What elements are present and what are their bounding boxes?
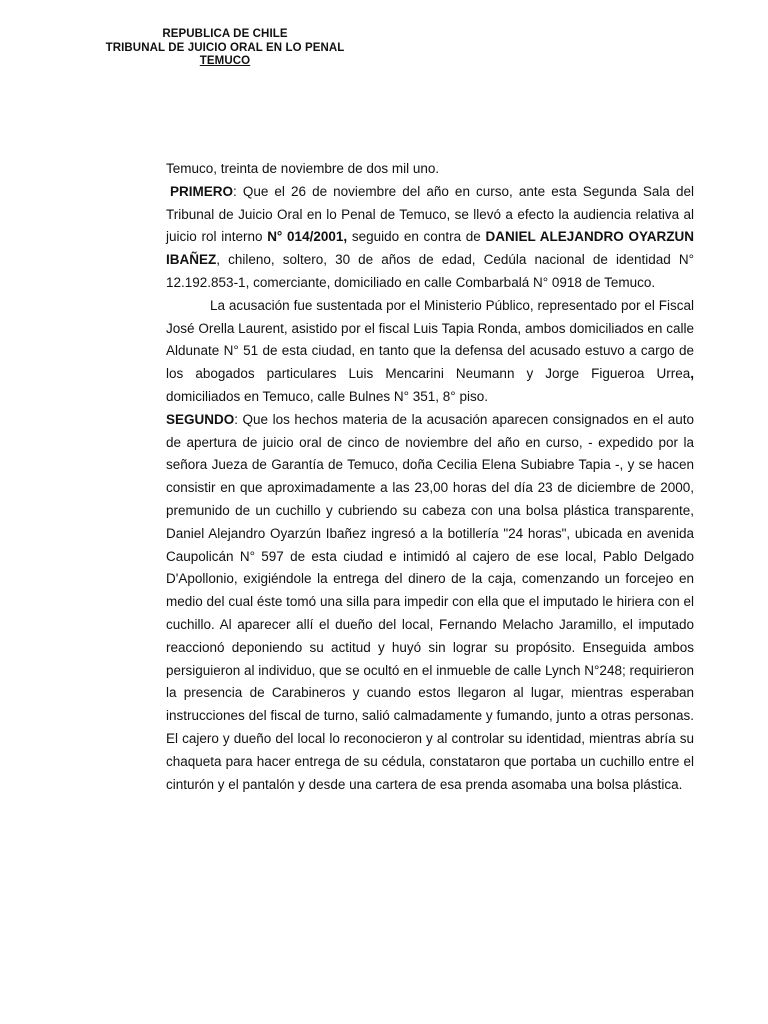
paragraph-acusacion (166, 295, 694, 409)
date-line: Temuco, treinta de noviembre de dos mil uno. (166, 161, 440, 176)
primero-text-2: seguido en contra de (347, 229, 486, 245)
document-body (166, 158, 694, 796)
header-country: REPUBLICA DE CHILE (162, 28, 288, 40)
case-number: N° 014/2001, (267, 229, 348, 245)
document-header (90, 28, 360, 69)
paragraph-segundo (166, 409, 694, 797)
defendant-name: DANIEL ALEJANDRO OYARZUN IBAÑEZ (166, 229, 694, 268)
primero-text-3: , chileno, soltero, 30 de años de edad, Cedúla nacional de identidad N° 12.192.853-1, comerciante, domiciliado en calle Combarbalá N° 0918 de Temuco. (166, 252, 694, 290)
acusacion-text-2: domiciliados en Temuco, calle Bulnes N° 351, 8° piso. (166, 388, 488, 404)
header-city: TEMUCO (199, 55, 251, 67)
acusacion-text-1: La acusación fue sustentada por el Ministerio Público, representado por el Fiscal José Orella Laurent, asistido por el fiscal Luis Tapia Ronda, ambos domiciliados en calle Aldunate N° 51 de esta ciudad, en tanto que la defensa del acusado estuvo a cargo de los abogados particulares Luis Mencarini Neumann y Jorge Figueroa Urrea (166, 297, 694, 382)
header-court: TRIBUNAL DE JUICIO ORAL EN LO PENAL (105, 41, 345, 54)
primero-text-1: : Que el 26 de noviembre del año en curso, ante esta Segunda Sala del Tribunal de Juicio Oral en lo Penal de Temuco, se llevó a efecto la audiencia relativa al juicio rol interno (166, 183, 694, 245)
acusacion-comma: , (690, 366, 694, 382)
segundo-text: : Que los hechos materia de la acusación aparecen consignados en el auto de apertura de juicio oral de cinco de noviembre del año en curso, - expedido por la señora Jueza de Garantía de Temuco, doña Cecilia Elena Subiabre Tapia -, y se hacen consistir en que aproximadamente a las 23,00 horas del día 23 de diciembre de 2000, premunido de un cuchillo y cubriendo su cabeza con una bolsa plástica transparente, Daniel Alejandro Oyarzún Ibañez ingresó a la botillería "24 horas", ubicada en avenida Caupolicán N° 597 de esta ciudad e intimidó al cajero de ese local, Pablo Delgado D'Apollonio, exigiéndole la entrega del dinero de la caja, comenzando un forcejeo en medio del cual éste tomó una silla para impedir con ella que el imputado le hiriera con el cuchillo. Al aparecer allí el dueño del local, Fernando Melacho Jaramillo, el imputado reaccionó deponiendo su actitud y huyó sin lograr su propósito. Enseguida ambos persiguieron al individuo, que se ocultó en el inmueble de calle Lynch N°248; requirieron la presencia de Carabineros y cuando estos llegaron al lugar, mientras esperaban instrucciones del fiscal de turno, salió calmadamente y fumando, junto a otras personas. El cajero y dueño del local lo reconocieron y al controlar su identidad, mientras abría su chaqueta para hacer entrega de su cédula, constataron que portaba un cuchillo entre el cinturón y el pantalón y desde una cartera de esa prenda asomaba una bolsa plástica. (166, 411, 694, 792)
paragraph-primero (166, 181, 694, 295)
primero-label: PRIMERO (170, 183, 234, 199)
segundo-label: SEGUNDO (166, 411, 235, 427)
